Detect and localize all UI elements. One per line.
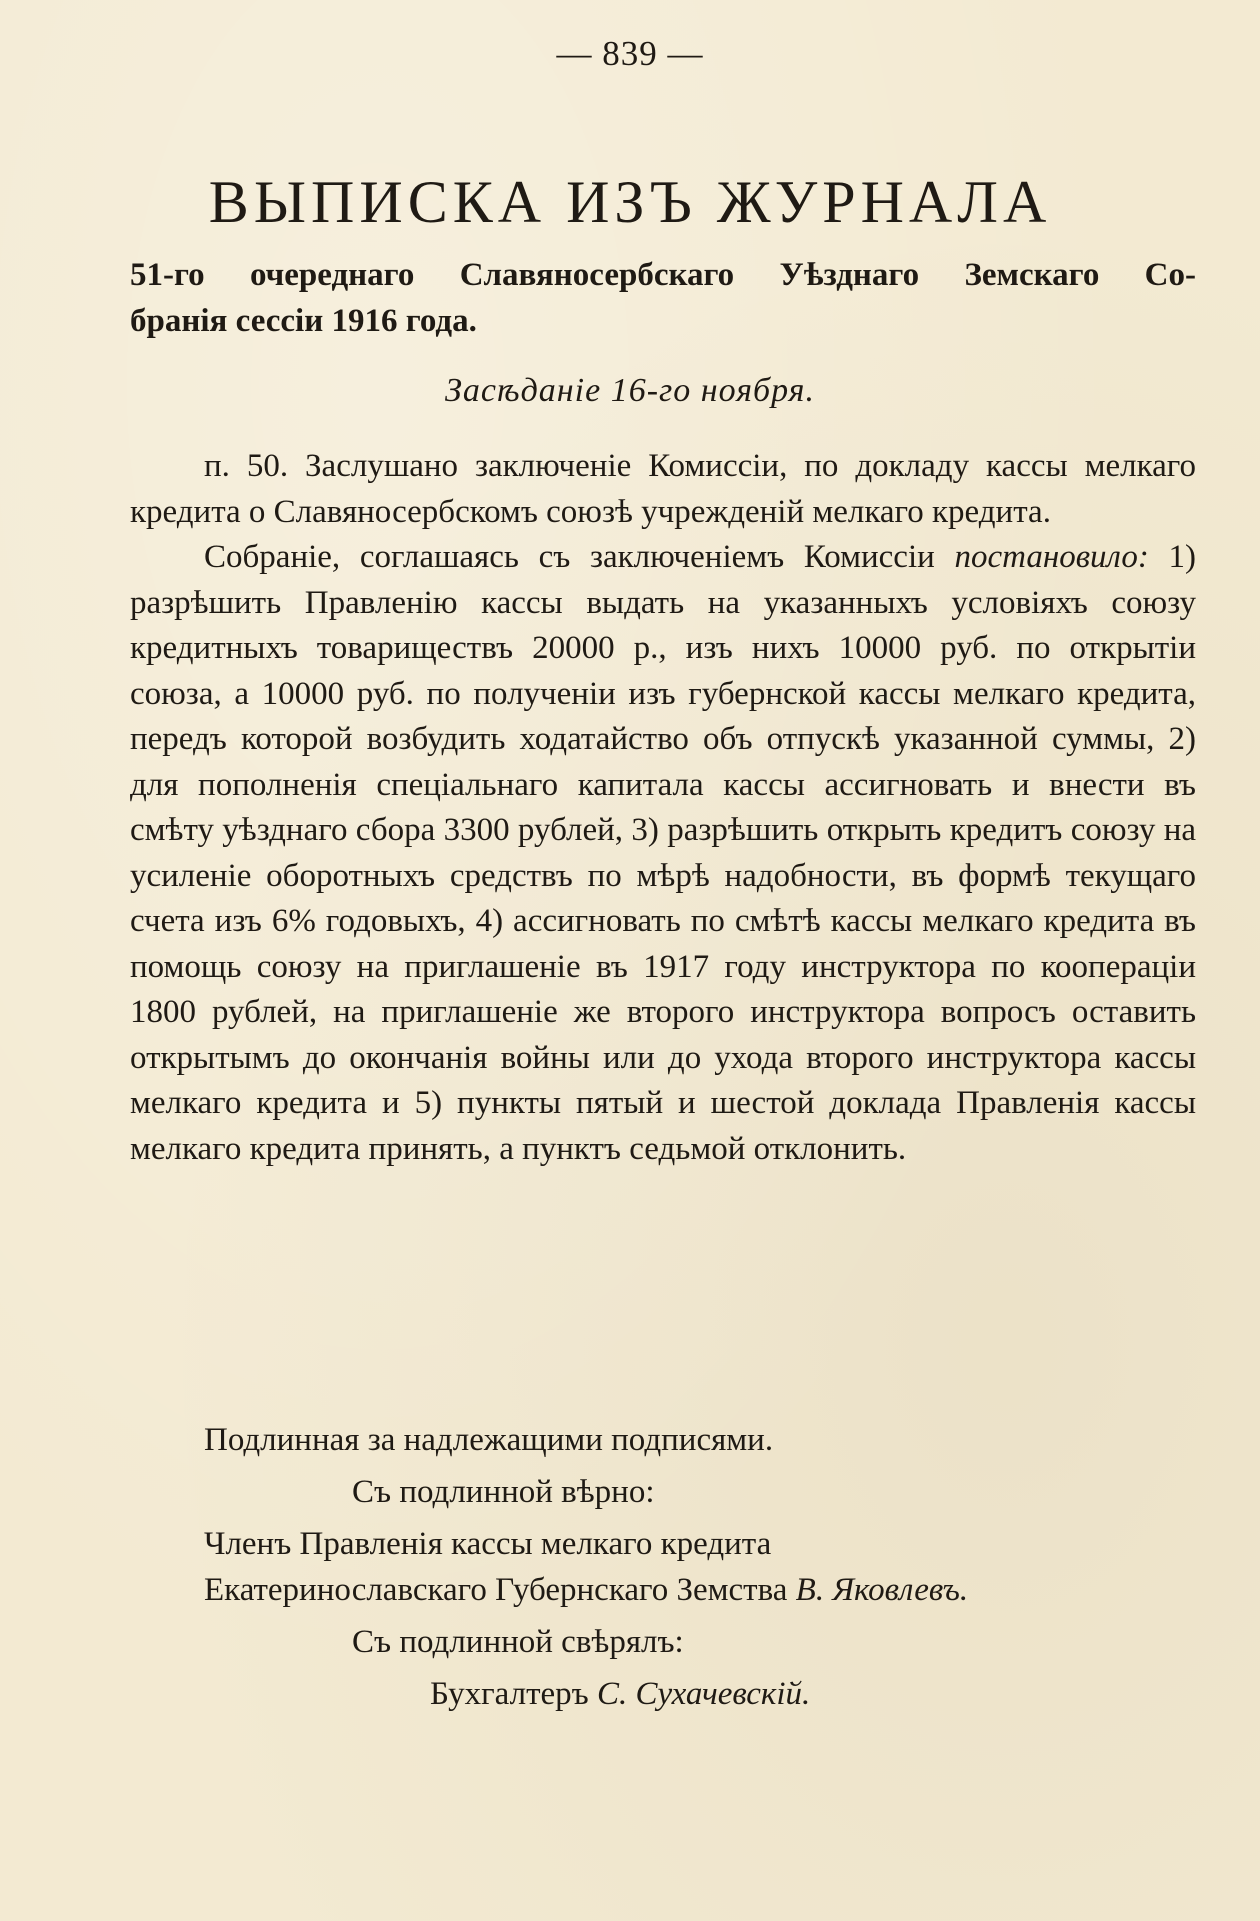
resolution-items: 1) разрѣшить Правленію кассы выдать на указанныхъ условіяхъ союзу кредитныхъ товариществъ 20000 р., изъ нихъ 10000 руб. по открытіи союза, а 10000 руб. по полученіи изъ губернской кассы мелкаго кредита, передъ которой возбудить ходатайство объ отпускѣ указанной суммы, 2) для пополненія спеціальнаго капитала кассы ассигновать и внести въ смѣту уѣзднаго сбора 3300 рублей, 3) разрѣшить открыть кредитъ союзу на усиленіе оборотныхъ средствъ по мѣрѣ надобности, въ формѣ текущаго счета изъ 6% годовыхъ, 4) ассигновать по смѣтѣ кассы мелкаго кредита въ помощь союзу на приглашеніе въ 1917 году инструктора по кооперацiи 1800 рублей, на приглашеніе же второго инструктора вопросъ оставить открытымъ до окончанія войны или до ухода второго инструктора кассы мелкаго кредита и 5) пункты пятый и шестой доклада Правленія кассы мелкаго кредита принять, а пунктъ седьмой отклонить. [130,539,1197,1167]
paragraph-resolution [130,535,1196,1172]
accountant-title: Бухгалтеръ [430,1676,589,1712]
session-date: Засѣданіе 16-го ноября. [445,372,815,409]
member-organization: Екатеринославскаго Губернскаго Земства [204,1572,788,1608]
page-number: — 839 — [556,34,704,73]
paragraph-report: п. 50. Заслушано заключеніе Комиссіи, по докладу кассы мелкаго кредита о Славяносербскомъ союзѣ учрежденій мелкаго кредита. [130,448,1196,530]
member-title-line-2 [130,1567,1196,1613]
subtitle-line-1: 51-го очереднаго Славяносербскаго Уѣзднаго Земскаго Со- [130,257,1196,293]
resolution-body [130,444,1196,1172]
resolution-keyword: постановило: [954,539,1149,575]
accountant-line [130,1671,1196,1717]
resolution-intro: Собраніе, соглашаясь съ заключеніемъ Комиссіи [204,539,935,575]
closing-block [130,1417,1196,1717]
member-signature: В. Яковлевъ. [795,1572,969,1608]
document-title: ВЫПИСКА ИЗЪ ЖУРНАЛА [208,169,1052,235]
certified-true: Съ подлинной вѣрно: [352,1474,655,1510]
verified-by: Съ подлинной свѣрялъ: [352,1624,684,1660]
original-note: Подлинная за надлежащими подписями. [204,1422,774,1458]
subtitle-line-2: бранія сессіи 1916 года. [130,303,477,339]
member-title-line-1: Членъ Правленія кассы мелкаго кредита [204,1526,772,1562]
document-subtitle [130,252,1196,344]
accountant-signature: С. Сухачевскій. [596,1676,811,1712]
